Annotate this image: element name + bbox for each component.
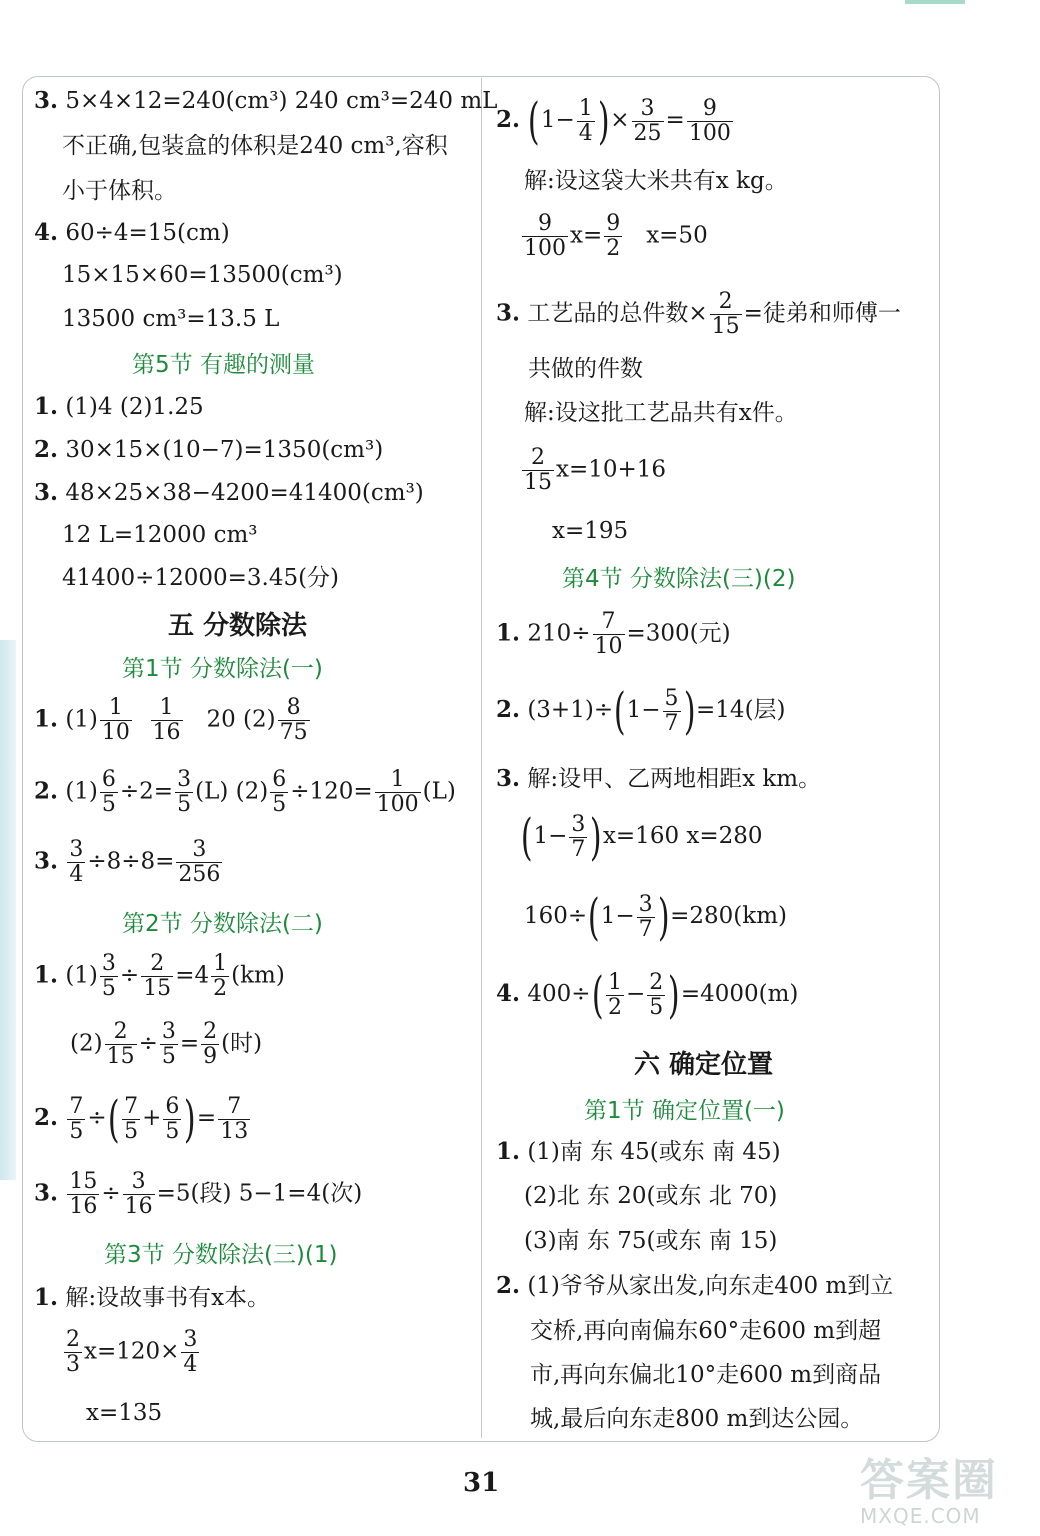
ch5-section-4-heading: 第4节 分数除法(三)(2): [562, 566, 796, 592]
ch5-section-2-heading: 第2节 分数除法(二): [122, 911, 323, 937]
ch5-s2-item-2: 2. $\frac{7}{5}$ ÷( $\frac{7}{5}$ + $\frac{6}{5}$ )= $\frac{7}{13}$: [34, 1090, 249, 1148]
ch6-section-1-heading: 第1节 确定位置(一): [584, 1098, 785, 1124]
left-edge-strip: [0, 640, 16, 1180]
ch5-s4-item-1: 1. 210÷ $\frac{7}{10}$ =300(元): [496, 609, 731, 659]
ch5-section-1-heading: 第1节 分数除法(一): [122, 656, 323, 682]
sec5-item-1: 1. (1)4 (2)1.25: [34, 393, 204, 420]
ch5-s2-item-1: 1. (1) $\frac{3}{5}$ ÷ $\frac{2}{15}$ =4 $\frac{1}{2}$ (km): [34, 951, 285, 1001]
section-5-heading: 第5节 有趣的测量: [132, 352, 315, 378]
ch5-section-3-heading: 第3节 分数除法(三)(1): [104, 1242, 338, 1268]
top-edge-line: [905, 0, 965, 4]
sec5-item-3-line3: 41400÷12000=3.45(分): [62, 565, 340, 591]
item-4: 4. 60÷4=15(cm): [34, 219, 230, 246]
ch5-s4-item-3-eq2: 160÷(1− $\frac{3}{7}$ )=280(km): [524, 888, 787, 946]
ch5-s3-item-3: 3. 工艺品的总件数× $\frac{2}{15}$ =徒弟和师傅一: [496, 289, 901, 339]
ch5-s2-item-3: 3. $\frac{15}{16}$ ÷ $\frac{3}{16}$ =5(段) 5−1=4(次): [34, 1169, 363, 1219]
ch6-s1-item-2: 2. (1)爷爷从家出发,向东走400 m到立: [496, 1272, 894, 1299]
ch5-s3-item-1: 1. 解:设故事书有x本。: [34, 1284, 271, 1311]
watermark-logo: [860, 1444, 1030, 1528]
ch5-s4-item-3-eq: (1− $\frac{3}{7}$ )x=160 x=280: [520, 808, 763, 866]
ch6-s1-item-1: 1. (1)南 东 45(或东 南 45): [496, 1138, 781, 1165]
ch5-s1-item-3: 3. $\frac{3}{4}$ ÷8÷8= $\frac{3}{256}$: [34, 837, 221, 887]
ch6-s1-item-2-line3: 市,再向东偏北10°走600 m到商品: [530, 1362, 882, 1388]
ch5-s4-item-2: 2. (3+1)÷(1− $\frac{5}{7}$ )=14(层): [496, 682, 786, 740]
ch6-s1-item-2-line2: 交桥,再向南偏东60°走600 m到超: [530, 1318, 882, 1344]
item-3: 3. 5×4×12=240(cm³) 240 cm³=240 mL: [34, 87, 498, 114]
ch5-s3-item-2-line2: 解:设这袋大米共有x kg。: [524, 168, 788, 194]
ch5-s1-item-2: 2. (1) $\frac{6}{5}$ ÷2= $\frac{3}{5}$ (L) (2) $\frac{6}{5}$ ÷120= $\frac{1}{100}$ (L): [34, 767, 456, 817]
ch5-s3-item-3-line3: 解:设这批工艺品共有x件。: [524, 400, 798, 426]
ch5-s2-item-1-part2: (2) $\frac{2}{15}$ ÷ $\frac{3}{5}$ = $\frac{2}{9}$ (时): [70, 1019, 263, 1069]
watermark-brand: 答案圈: [860, 1455, 998, 1506]
chapter-6-title: 六 确定位置: [634, 1050, 774, 1080]
sec5-item-3-line2: 12 L=12000 cm³: [62, 522, 258, 548]
ch5-s4-item-3: 3. 解:设甲、乙两地相距x km。: [496, 765, 822, 792]
ch5-s3-item-3-result: x=195: [552, 518, 629, 544]
ch5-s3-item-2: 2. (1− $\frac{1}{4}$ )× $\frac{3}{25}$ = $\frac{9}{100}$: [496, 92, 731, 150]
ch5-s3-item-2-eq: $\frac{9}{100}$ x= $\frac{9}{2}$ x=50: [524, 211, 708, 261]
ch5-s4-item-4: 4. 400÷( $\frac{1}{2}$ − $\frac{2}{5}$ )=4000(m): [496, 966, 799, 1024]
ch6-s1-item-1-line2: (2)北 东 20(或东 北 70): [524, 1183, 778, 1209]
ch5-s3-item-1-result: x=135: [86, 1400, 163, 1426]
ch5-s3-item-3-eq: $\frac{2}{15}$ x=10+16: [524, 445, 667, 495]
ch5-s3-item-3-line2: 共做的件数: [528, 356, 643, 382]
sec5-item-3: 3. 48×25×38−4200=41400(cm³): [34, 479, 424, 506]
chapter-5-title: 五 分数除法: [168, 611, 308, 641]
ch5-s1-item-1: 1. (1) $\frac{1}{10}$ $\frac{1}{16}$ 20 (2) $\frac{8}{75}$: [34, 695, 308, 745]
item-4-line3: 13500 cm³=13.5 L: [62, 306, 280, 332]
ch5-s3-item-1-eq: $\frac{2}{3}$ x=120× $\frac{3}{4}$: [66, 1327, 198, 1377]
ch6-s1-item-1-line3: (3)南 东 75(或东 南 15): [524, 1228, 778, 1254]
column-divider: [481, 78, 482, 1438]
item-4-line2: 15×15×60=13500(cm³): [62, 262, 343, 288]
item-3-line2: 不正确,包装盒的体积是240 cm³,容积: [62, 133, 448, 159]
page-number: 31: [463, 1468, 500, 1498]
sec5-item-2: 2. 30×15×(10−7)=1350(cm³): [34, 436, 384, 463]
item-3-line3: 小于体积。: [62, 178, 177, 204]
ch6-s1-item-2-line4: 城,最后向东走800 m到达公园。: [530, 1406, 864, 1432]
watermark-site: MXQE.COM: [860, 1504, 981, 1528]
